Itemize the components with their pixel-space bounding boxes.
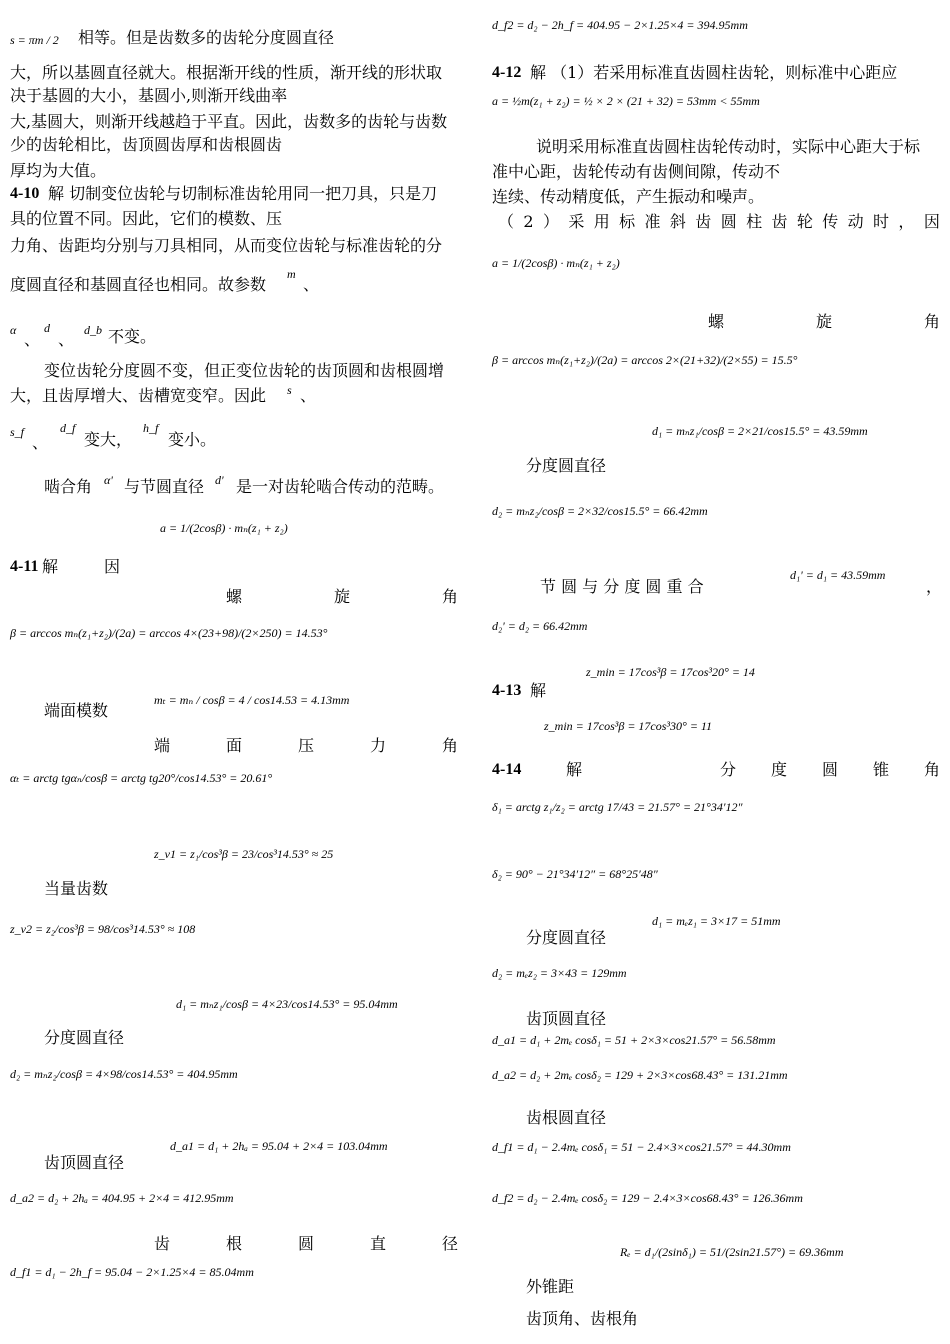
formula-d1-414: d₁ = mₑz₁ = 3×17 = 51mm xyxy=(652,914,781,928)
formula-beta: β = arccos mₙ(z₁+z₂)/(2a) = arccos 4×(23+98)/(2×250) = 14.53° xyxy=(10,626,328,640)
spread-char: 压 xyxy=(298,736,315,755)
spread-char: 2 xyxy=(523,212,534,231)
spread-char: 采 xyxy=(568,212,585,231)
separator: 、 xyxy=(58,330,75,349)
label-end-modulus: 端面模数 xyxy=(44,701,109,720)
symbol-sf: s_f xyxy=(10,425,25,439)
paragraph-line: 解 （1）若采用标准直齿圆柱齿轮，则标准中心距应 xyxy=(530,63,898,82)
spread-char: 直 xyxy=(370,1234,387,1253)
spread-line xyxy=(498,211,940,233)
paragraph-line: 连续、传动精度低，产生振动和噪声。 xyxy=(492,187,765,206)
formula-delta2: δ₂ = 90° − 21°34′12″ = 68°25′48″ xyxy=(492,867,658,881)
paragraph-line: 度圆直径和基圆直径也相同。故参数 xyxy=(10,275,267,294)
formula-d2-prime: d₂' = d₂ = 66.42mm xyxy=(492,619,588,633)
formula-beta-412: β = arccos mₙ(z₁+z₂)/(2a) = arccos 2×(21+32)/(2×55) = 15.5° xyxy=(492,353,798,367)
label-pitch-diameter: 分度圆直径 xyxy=(526,928,607,947)
paragraph-line: 不变。 xyxy=(108,327,157,346)
formula-d2-412: d₂ = mₙz₂/cosβ = 2×32/cos15.5° = 66.42mm xyxy=(492,504,708,518)
paragraph-line: 大，且齿厚增大、齿槽宽变窄。因此 xyxy=(10,386,267,405)
formula-zv1: z_v1 = z₁/cos³β = 23/cos³14.53° ≈ 25 xyxy=(154,847,334,861)
spread-char: 柱 xyxy=(746,212,763,231)
paragraph-line: 大,基圆大，则渐开线越趋于平直。因此，齿数多的齿轮与齿数 xyxy=(10,112,448,131)
symbol-alpha: α xyxy=(10,323,17,337)
spread-char: （ xyxy=(498,212,515,231)
symbol-hf: h_f xyxy=(143,421,159,435)
formula-Re: Rₑ = d₁/(2sinδ₁) = 51/(2sin21.57°) = 69.36mm xyxy=(620,1245,844,1259)
paragraph-line: 决于基圆的大小，基圆小,则渐开线曲率 xyxy=(10,86,288,105)
label-outer-cone-distance: 外锥距 xyxy=(526,1277,575,1296)
formula-d1-prime: d₁' = d₁ = 43.59mm xyxy=(790,568,886,582)
section-heading-4-14: 4-14 xyxy=(492,761,522,778)
formula-a-standard: a = ½m(z₁ + z₂) = ½ × 2 × (21 + 32) = 53mm < 55mm xyxy=(492,94,760,108)
formula-da1-414: d_a1 = d₁ + 2mₑ cosδ₁ = 51 + 2×3×cos21.57° = 56.58mm xyxy=(492,1033,776,1047)
formula-df2: d_f2 = d₂ − 2h_f = 404.95 − 2×1.25×4 = 394.95mm xyxy=(492,18,748,32)
spread-char: 传 xyxy=(822,212,839,231)
paragraph-line: 少的齿轮相比，齿顶圆齿厚和齿根圆齿 xyxy=(10,135,283,154)
separator: 、 xyxy=(303,275,320,294)
paragraph-line: 准中心距，齿轮传动有齿侧间隙，传动不 xyxy=(492,162,781,181)
label-tip-diameter: 齿顶圆直径 xyxy=(526,1009,607,1028)
paragraph-line: 力角、齿距均分别与刀具相同，从而变位齿轮与标准齿轮的分 xyxy=(10,236,443,255)
formula-s: s = πm / 2 xyxy=(10,33,59,47)
section-heading-4-10: 4-10 xyxy=(10,185,40,202)
separator: 、 xyxy=(300,386,317,405)
spread-char: 角 xyxy=(442,587,459,606)
label-pitch-diameter: 分度圆直径 xyxy=(44,1028,125,1047)
spread-char: 圆 xyxy=(822,760,839,779)
spread-char: 角 xyxy=(924,312,941,331)
spread-char: 螺 xyxy=(226,587,243,606)
spread-char: 度 xyxy=(771,760,788,779)
paragraph-line: 说明采用标准直齿圆柱齿轮传动时，实际中心距大于标 xyxy=(536,137,921,156)
symbol-m: m xyxy=(287,267,296,281)
spread-char: 圆 xyxy=(298,1234,315,1253)
spread-char: 螺 xyxy=(708,312,725,331)
formula-df1-414: d_f1 = d₁ − 2.4mₑ cosδ₁ = 51 − 2.4×3×cos21.57° = 44.30mm xyxy=(492,1140,791,1154)
formula-d1: d₁ = mₙz₁/cosβ = 4×23/cos14.53° = 95.04mm xyxy=(176,997,398,1011)
formula-da2: d_a2 = d₂ + 2hₐ = 404.95 + 2×4 = 412.95mm xyxy=(10,1191,234,1205)
spread-char: 轮 xyxy=(796,212,813,231)
spread-char: 旋 xyxy=(816,312,833,331)
paragraph-line: 是一对齿轮啮合传动的范畴。 xyxy=(236,477,445,496)
spread-char: 径 xyxy=(442,1234,459,1253)
symbol-d: d xyxy=(44,321,50,335)
formula-mt: mₜ = mₙ / cosβ = 4 / cos14.53 = 4.13mm xyxy=(154,693,350,707)
formula-alphat: αₜ = arctg tgαₙ/cosβ = arctg tg20°/cos14.53° = 20.61° xyxy=(10,771,273,785)
formula-a-helical: a = 1/(2cosβ) · mₙ(z₁ + z₂) xyxy=(492,256,620,270)
symbol-s: s xyxy=(287,383,292,397)
separator: 、 xyxy=(32,433,49,452)
spread-char: 力 xyxy=(370,736,387,755)
spread-char: 准 xyxy=(644,212,661,231)
symbol-d-prime: d' xyxy=(215,473,224,487)
formula-da2-414: d_a2 = d₂ + 2mₑ cosδ₂ = 129 + 2×3×cos68.43° = 131.21mm xyxy=(492,1068,788,1082)
paragraph-line: 节 圆 与 分 度 圆 重 合 xyxy=(540,577,704,596)
formula-zmin-30: z_min = 17cos³β = 17cos³30° = 11 xyxy=(544,719,713,733)
spread-char: 圆 xyxy=(720,212,737,231)
paragraph-line: 具的位置不同。因此，它们的模数、压 xyxy=(10,209,283,228)
separator: 、 xyxy=(24,330,41,349)
spread-char: 角 xyxy=(924,760,941,779)
paragraph-line: 变小。 xyxy=(168,430,217,449)
symbol-df: d_f xyxy=(60,421,76,435)
paragraph-line: 变位齿轮分度圆不变，但正变位齿轮的齿顶圆和齿根圆增 xyxy=(44,361,445,380)
paragraph-line: 大，所以基圆直径就大。根据渐开线的性质，渐开线的形状取 xyxy=(10,63,443,82)
paragraph-line: 变大， xyxy=(84,430,133,449)
formula-d2-414: d₂ = mₑz₂ = 3×43 = 129mm xyxy=(492,966,627,980)
paragraph-line: 啮合角 xyxy=(44,477,93,496)
spread-char: ， xyxy=(898,212,915,231)
spread-char: 时 xyxy=(873,212,890,231)
spread-char: 齿 xyxy=(695,212,712,231)
paragraph-line: 与节圆直径 xyxy=(124,477,205,496)
separator: ， xyxy=(926,577,943,596)
formula-df2-414: d_f2 = d₂ − 2.4mₑ cosδ₂ = 129 − 2.4×3×cos68.43° = 126.36mm xyxy=(492,1191,803,1205)
spread-char: ） xyxy=(542,212,559,231)
spread-char: 斜 xyxy=(669,212,686,231)
section-heading-4-11: 4-11 xyxy=(10,558,39,575)
spread-char: 用 xyxy=(593,212,610,231)
paragraph-line: 厚均为大值。 xyxy=(10,161,107,180)
paragraph-line: 解 xyxy=(566,760,583,779)
paragraph-line: 因 xyxy=(104,557,121,576)
paragraph-line: 解 切制变位齿轮与切制标准齿轮用同一把刀具，只是刀 xyxy=(48,184,438,203)
label-equivalent-teeth: 当量齿数 xyxy=(44,879,109,898)
label-pitch-diameter: 分度圆直径 xyxy=(526,456,607,475)
formula-da1: d_a1 = d₁ + 2hₐ = 95.04 + 2×4 = 103.04mm xyxy=(170,1139,388,1153)
formula-d2: d₂ = mₙz₂/cosβ = 4×98/cos14.53° = 404.95mm xyxy=(10,1067,238,1081)
section-heading-4-12: 4-12 xyxy=(492,64,522,81)
formula-zmin-20: z_min = 17cos³β = 17cos³20° = 14 xyxy=(586,665,755,679)
label-tip-diameter: 齿顶圆直径 xyxy=(44,1153,125,1172)
paragraph-line: 相等。但是齿数多的齿轮分度圆直径 xyxy=(78,28,335,47)
spread-char: 动 xyxy=(847,212,864,231)
label-root-diameter: 齿根圆直径 xyxy=(526,1108,607,1127)
spread-char: 旋 xyxy=(334,587,351,606)
spread-char: 因 xyxy=(923,212,940,231)
label-addendum-dedendum-angle: 齿顶角、齿根角 xyxy=(526,1309,639,1328)
paragraph-line: 解 xyxy=(42,557,59,576)
symbol-alpha-prime: α' xyxy=(104,473,113,487)
symbol-db: d_b xyxy=(84,323,102,337)
section-heading-4-13: 4-13 xyxy=(492,682,522,699)
spread-char: 分 xyxy=(720,760,737,779)
spread-char: 根 xyxy=(226,1234,243,1253)
spread-char: 端 xyxy=(154,736,171,755)
spread-char: 齿 xyxy=(771,212,788,231)
formula-d1-412: d₁ = mₙz₁/cosβ = 2×21/cos15.5° = 43.59mm xyxy=(652,424,868,438)
paragraph-line: 解 xyxy=(530,681,547,700)
spread-char: 标 xyxy=(619,212,636,231)
spread-char: 面 xyxy=(226,736,243,755)
formula-delta1: δ₁ = arctg z₁/z₂ = arctg 17/43 = 21.57° = 21°34′12″ xyxy=(492,800,743,814)
spread-char: 角 xyxy=(442,736,459,755)
formula-df1: d_f1 = d₁ − 2h_f = 95.04 − 2×1.25×4 = 85.04mm xyxy=(10,1265,254,1279)
spread-char: 齿 xyxy=(154,1234,171,1253)
formula-a: a = 1/(2cosβ) · mₙ(z₁ + z₂) xyxy=(160,521,288,535)
spread-char: 锥 xyxy=(873,760,890,779)
formula-zv2: z_v2 = z₂/cos³β = 98/cos³14.53° ≈ 108 xyxy=(10,922,196,936)
